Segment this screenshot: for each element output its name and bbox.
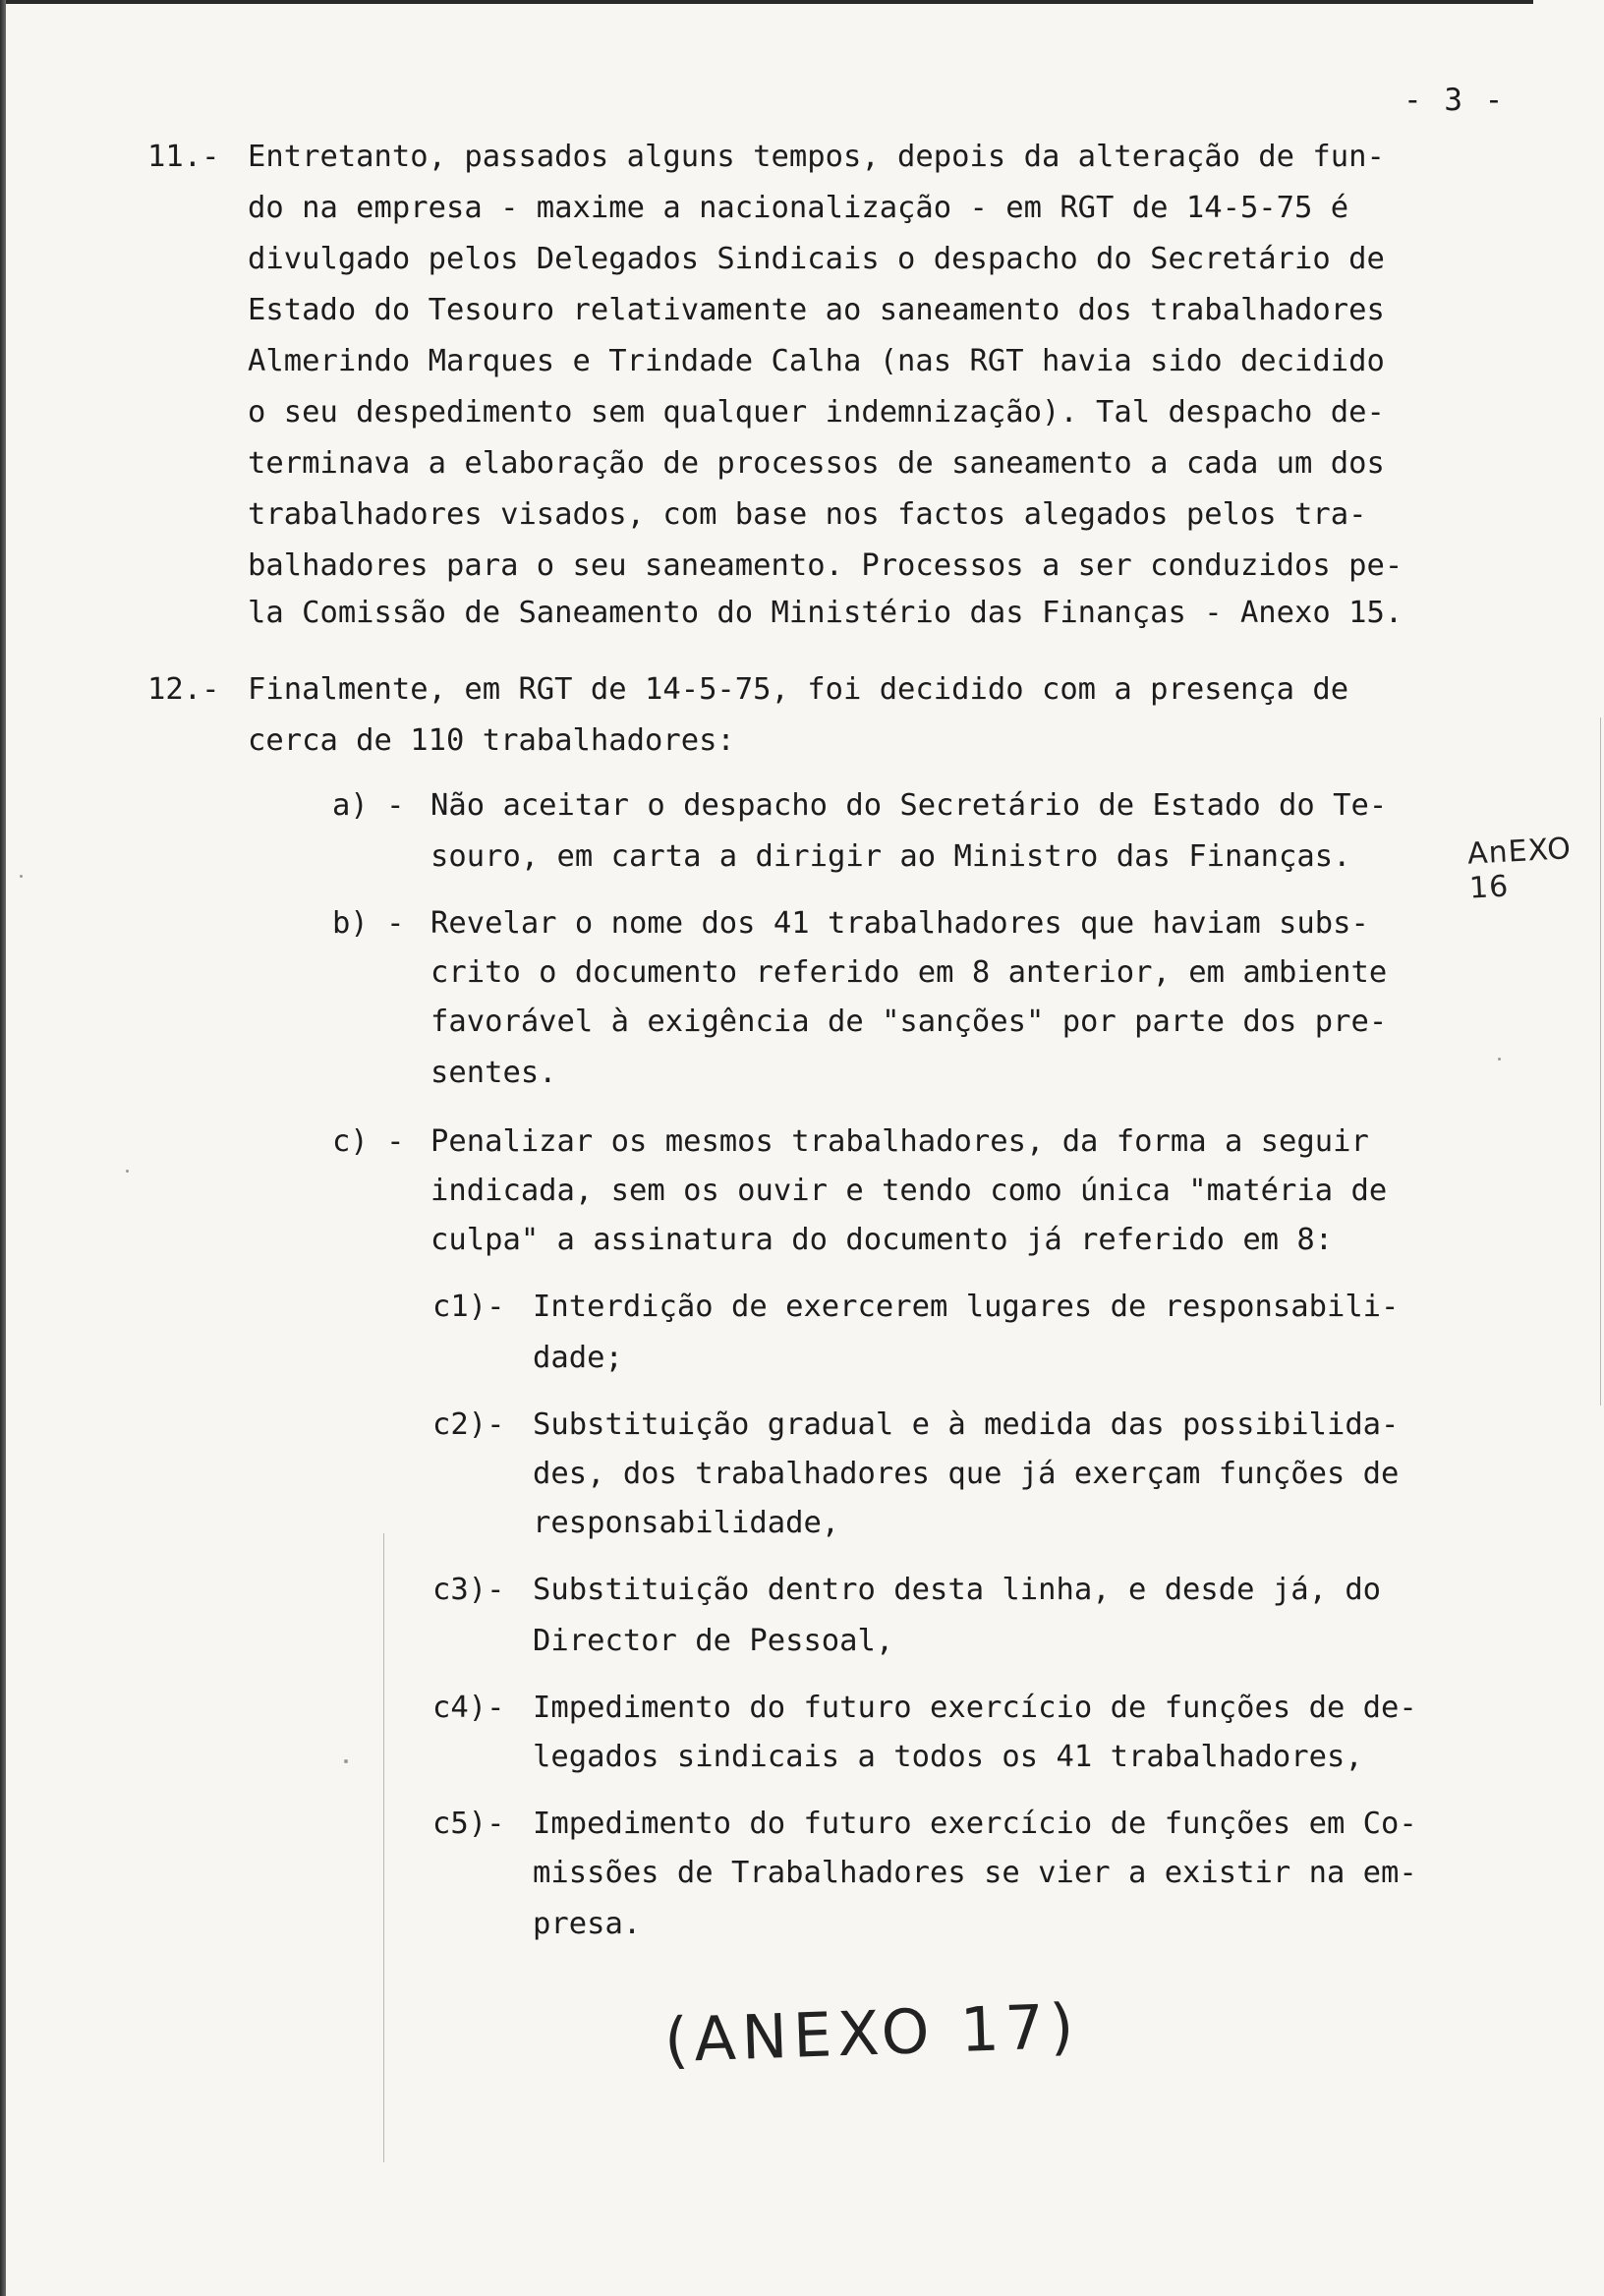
subitem-b-line: crito o documento referido em 8 anterior, em ambiente <box>430 955 1388 990</box>
item-11-line: Estado do Tesouro relativamente ao saneamento dos trabalhadores <box>248 293 1385 327</box>
item-11-line: do na empresa - maxime a nacionalização - em RGT de 14-5-75 é <box>248 191 1349 225</box>
subitem-c-line: indicada, sem os ouvir e tendo como única "matéria de <box>430 1174 1388 1208</box>
subitem-c5-line: missões de Trabalhadores se vier a existir na em- <box>533 1856 1417 1890</box>
subitem-b-line: favorável à exigência de "sanções" por parte dos pre- <box>430 1004 1388 1039</box>
subitem-c5-line: Impedimento do futuro exercício de funções em Co- <box>533 1807 1417 1841</box>
subitem-a-marker: a) - <box>332 788 405 823</box>
scan-line <box>383 1533 384 2162</box>
subitem-c-line: culpa" a assinatura do documento já referido em 8: <box>430 1223 1334 1257</box>
item-11-line: divulgado pelos Delegados Sindicais o despacho do Secretário de <box>248 242 1385 276</box>
page-number: - 3 - <box>1404 83 1506 118</box>
subitem-b-line: Revelar o nome dos 41 trabalhadores que haviam subs- <box>430 906 1369 941</box>
item-12-number: 12.- <box>147 672 220 707</box>
scan-speck <box>344 1759 348 1763</box>
subitem-c3-marker: c3)- <box>432 1573 505 1607</box>
scan-speck <box>20 875 23 878</box>
item-11-line: Entretanto, passados alguns tempos, depois da alteração de fun- <box>248 140 1385 174</box>
handwritten-annex-16: AnEXO 16 <box>1466 832 1573 906</box>
subitem-c3-line: Director de Pessoal, <box>533 1624 894 1658</box>
subitem-c2-marker: c2)- <box>432 1407 505 1442</box>
subitem-c4-line: legados sindicais a todos os 41 trabalhadores, <box>533 1740 1363 1774</box>
page-left-edge <box>0 0 6 2296</box>
scan-speck <box>126 1170 129 1173</box>
subitem-c1-line: Interdição de exercerem lugares de responsabili- <box>533 1290 1400 1324</box>
subitem-c1-marker: c1)- <box>432 1290 505 1324</box>
subitem-c5-line: presa. <box>533 1907 642 1941</box>
subitem-b-line: sentes. <box>430 1056 557 1090</box>
subitem-c-marker: c) - <box>332 1124 405 1159</box>
subitem-c-line: Penalizar os mesmos trabalhadores, da forma a seguir <box>430 1124 1369 1159</box>
subitem-c2-line: Substituição gradual e à medida das possibilida- <box>533 1407 1400 1442</box>
item-11-line: Almerindo Marques e Trindade Calha (nas RGT havia sido decidido <box>248 344 1385 378</box>
handwritten-annex-17: (ANEXO 17) <box>662 1989 1081 2077</box>
subitem-c5-marker: c5)- <box>432 1807 505 1841</box>
page-top-edge <box>0 0 1533 4</box>
subitem-b-marker: b) - <box>332 906 405 941</box>
item-11-line: o seu despedimento sem qualquer indemnização). Tal despacho de- <box>248 395 1385 430</box>
subitem-c4-line: Impedimento do futuro exercício de funções de de- <box>533 1691 1417 1725</box>
subitem-a-line: Não aceitar o despacho do Secretário de Estado do Te- <box>430 788 1388 823</box>
item-12-line: cerca de 110 trabalhadores: <box>248 723 735 758</box>
item-11-line: balhadores para o seu saneamento. Processos a ser conduzidos pe- <box>248 548 1404 583</box>
subitem-c3-line: Substituição dentro desta linha, e desde já, do <box>533 1573 1382 1607</box>
subitem-c2-line: des, dos trabalhadores que já exerçam funções de <box>533 1457 1400 1491</box>
subitem-a-line: souro, em carta a dirigir ao Ministro das Finanças. <box>430 839 1351 874</box>
item-11-line: trabalhadores visados, com base nos factos alegados pelos tra- <box>248 497 1367 532</box>
subitem-c4-marker: c4)- <box>432 1691 505 1725</box>
item-12-line: Finalmente, em RGT de 14-5-75, foi decidido com a presença de <box>248 672 1349 707</box>
item-11-number: 11.- <box>147 140 220 174</box>
item-11-line: la Comissão de Saneamento do Ministério das Finanças - Anexo 15. <box>248 596 1404 630</box>
scan-speck <box>1498 1058 1501 1061</box>
item-11-line: terminava a elaboração de processos de saneamento a cada um dos <box>248 446 1385 481</box>
subitem-c2-line: responsabilidade, <box>533 1506 840 1540</box>
scan-line <box>1600 718 1601 1406</box>
subitem-c1-line: dade; <box>533 1341 623 1375</box>
